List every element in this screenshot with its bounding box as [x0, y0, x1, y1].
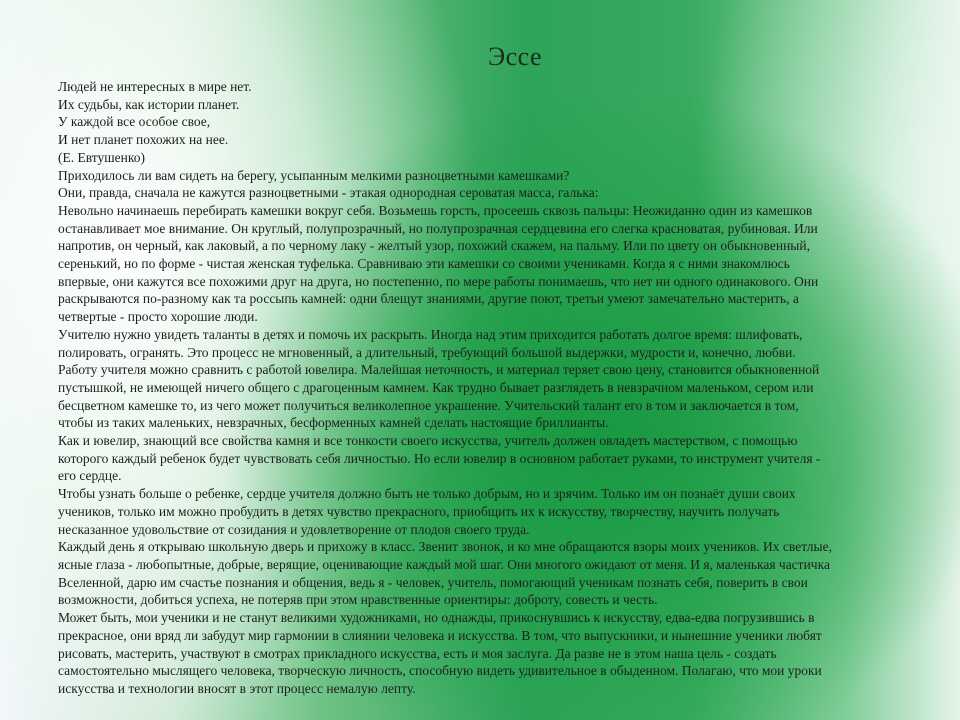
essay-line: ясные глаза - любопытные, добрые, верящие, оценивающие каждый мой шаг. Они многого ожидают от меня. И я, маленькая частичка [58, 556, 830, 572]
essay-line: Как и ювелир, знающий все свойства камня и все тонкости своего искусства, учитель должен овладеть мастерством, с помощью [58, 433, 798, 449]
epigraph-line: Их судьбы, как истории планет. [58, 96, 240, 112]
essay-line: четвертые - просто хорошие люди. [58, 309, 258, 325]
essay-line: впервые, они кажутся все похожими друг на друга, но постепенно, по мере работы понимаешь, что нет ни одного одинакового. Они [58, 273, 819, 289]
essay-line: пустышкой, не имеющей ничего общего с драгоценным камнем. Как трудно бывает разглядеть в невзрачном маленьком, сером или [58, 379, 814, 395]
epigraph-line: Людей не интересных в мире нет. [58, 79, 252, 94]
essay-line: учеников, только им можно пробудить в детях чувство прекрасного, приобщить их к искусству, творчеству, научить получать [58, 503, 780, 519]
essay-line: Учителю нужно увидеть таланты в детях и помочь их раскрыть. Иногда над этим приходится работать долгое время: шлифовать, [58, 326, 803, 342]
essay-body [58, 78, 900, 698]
essay-line: самостоятельно мыслящего человека, творческую личность, способную видеть удивительное в обыденном. Полагаю, что мои уроки [58, 663, 822, 679]
essay-line: искусства и технологии вносят в этот процесс немалую лепту. [58, 680, 416, 696]
essay-line: возможности, добиться успеха, не потеряв при этом нравственные ориентиры: доброту, совесть и честь. [58, 592, 658, 608]
essay-line: раскрываются по-разному как та россыпь камней: одни блещут знаниями, другие поют, третьи умеют замечательно мастерить, а [58, 291, 799, 307]
essay-line: которого каждый ребенок будет чувствовать себя личностью. Но если ювелир в основном работает руками, то инструмент учителя - [58, 450, 821, 466]
essay-line: Работу учителя можно сравнить с работой ювелира. Малейшая неточность, и материал теряет свою цену, становится обыкновенной [58, 362, 820, 378]
essay-line: полировать, огранять. Это процесс не мгновенный, а длительный, требующий большой выдержки, мудрости и, конечно, любви. [58, 344, 796, 360]
essay-line: бесцветном камешке то, из чего может получиться великолепное украшение. Учительский талант его в том и заключается в том, [58, 397, 799, 413]
essay-line: прекрасное, они вряд ли забудут мир гармонии в слиянии человека и искусства. В том, что выпускники, и нынешние ученики любят [58, 627, 822, 643]
essay-line: Каждый день я открываю школьную дверь и прихожу в класс. Звенит звонок, и ко мне обращаются взоры моих учеников. Их светлые, [58, 539, 832, 555]
essay-line: Приходилось ли вам сидеть на берегу, усыпанным мелкими разноцветными камешками? [58, 167, 570, 183]
essay-line: несказанное удовольствие от созидания и удовлетворение от плодов своего труда. [58, 521, 530, 537]
epigraph-line: И нет планет похожих на нее. [58, 132, 229, 148]
essay-line: его сердце. [58, 468, 122, 484]
epigraph-author: (Е. Евтушенко) [58, 149, 145, 165]
essay-line: чтобы из таких маленьких, невзрачных, бесформенных камней сделать настоящие бриллианты. [58, 415, 609, 431]
essay-title: Эссе [487, 42, 543, 71]
epigraph-line: У каждой все особое свое, [58, 114, 211, 130]
essay-line: напротив, он черный, как лаковый, а по черному лаку - желтый узор, похожий скажем, на пальму. Или по цвету он обыкновенный, [58, 238, 810, 254]
essay-line: рисовать, мастерить, участвуют в смотрах прикладного искусства, есть и моя заслуга. Да разве не в этом наша цель - создать [58, 645, 777, 661]
essay-line: Чтобы узнать больше о ребенке, сердце учителя должно быть не только добрым, но и зрячим. Только им он познаёт души своих [58, 486, 796, 502]
essay-line: Может быть, мои ученики и не станут великими художниками, но однажды, прикоснувшись к искусству, едва-едва погрузившись в [58, 610, 815, 626]
essay-line: останавливает мое внимание. Он круглый, полупрозрачный, но полупрозрачная сердцевина его слегка красноватая, рубиновая. Или [58, 220, 818, 236]
essay-line: Невольно начинаешь перебирать камешки вокруг себя. Возьмешь горсть, просеешь сквозь пальцы: Неожиданно один из камешков [58, 202, 813, 218]
essay-line: Вселенной, дарю им счастье познания и общения, ведь я - человек, учитель, помогающий ученикам познать себя, поверить в свои [58, 574, 808, 590]
essay-line: Они, правда, сначала не кажутся разноцветными - этакая однородная сероватая масса, галька: [58, 185, 599, 201]
essay-line: серенький, но по форме - чистая женская туфелька. Сравниваю эти камешки со своими учениками. Когда я с ними знакомлюсь [58, 256, 790, 272]
